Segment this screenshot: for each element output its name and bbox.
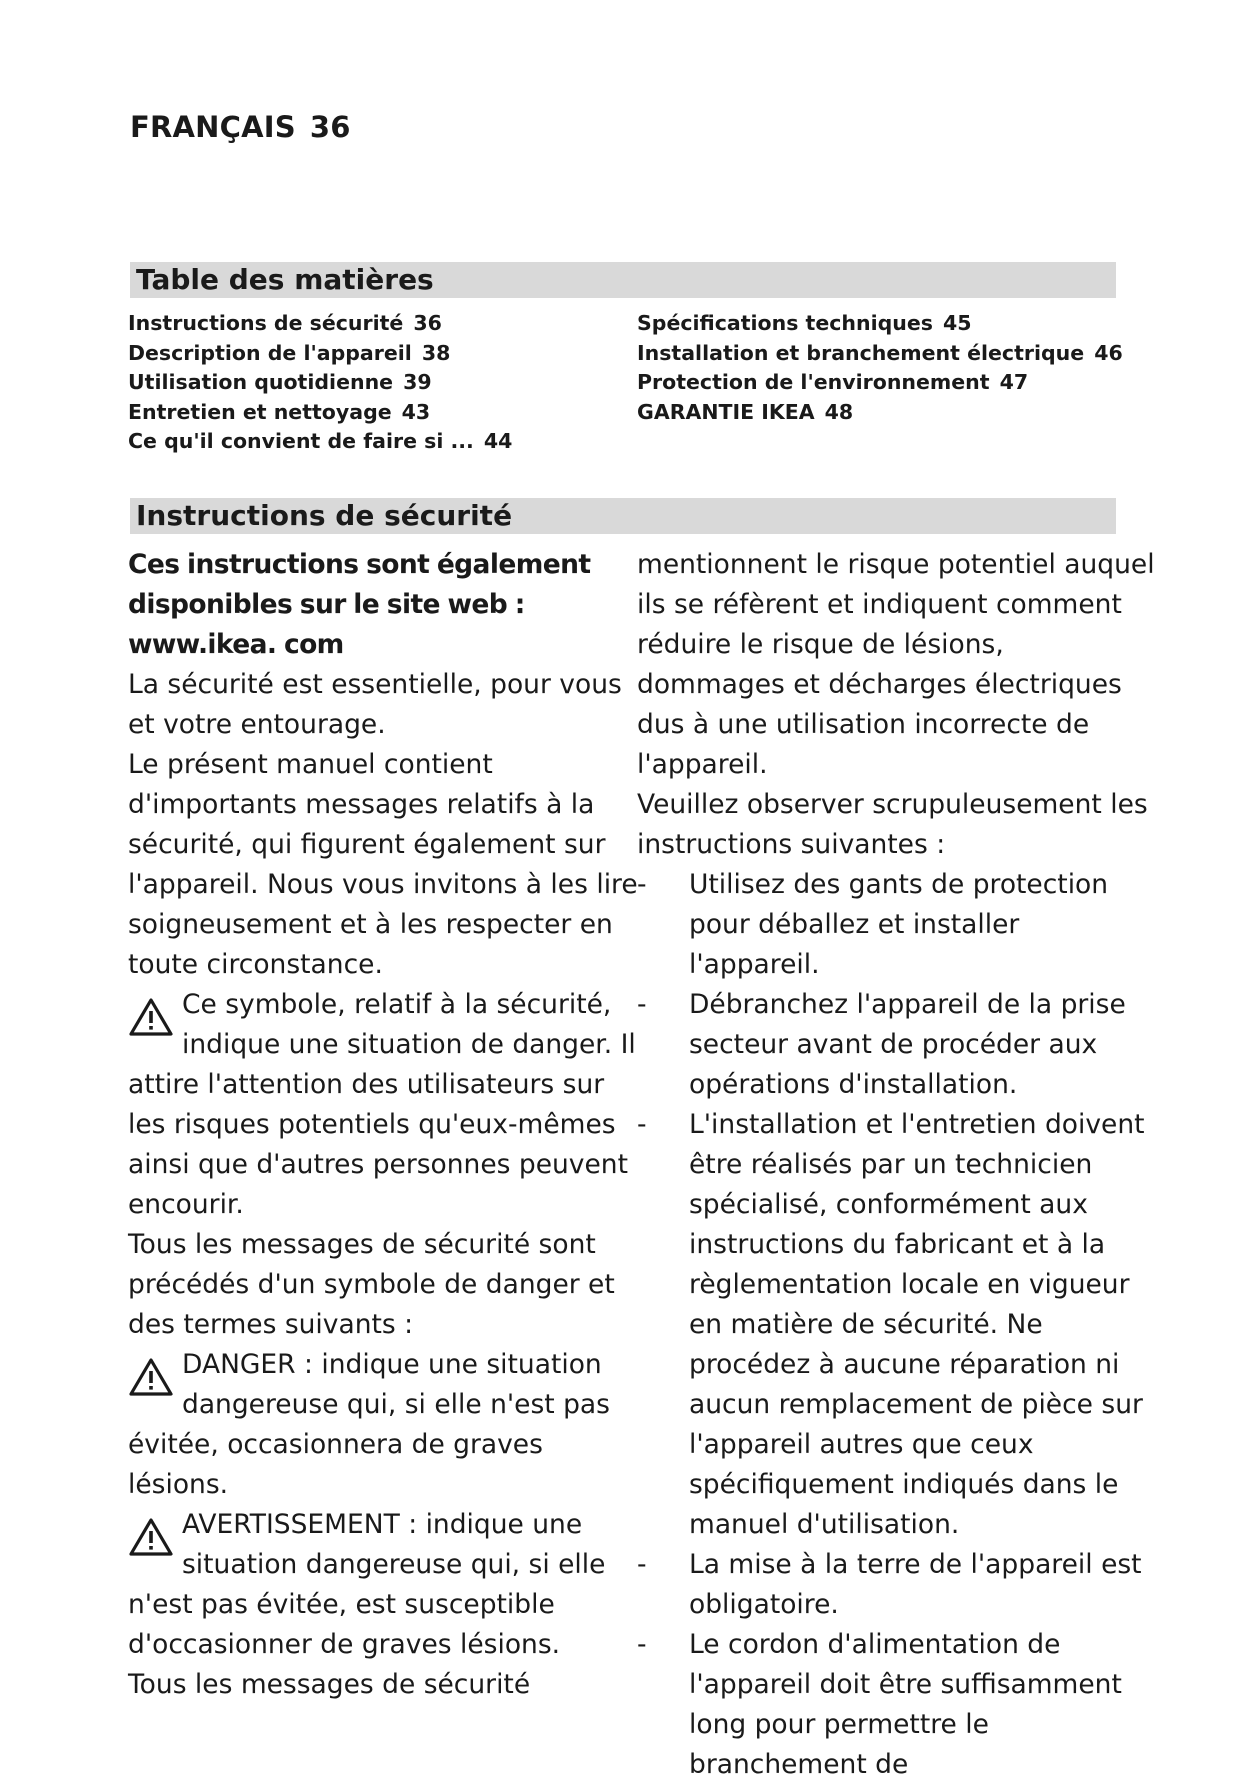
body-left-column	[128, 545, 640, 1705]
warning-text: AVERTISSEMENT : indique une situation dangereuse qui, si elle n'est pas évitée, est susceptible d'occasionner de graves lésions.	[128, 1509, 606, 1660]
warning-paragraph	[128, 1505, 640, 1665]
toc-entry-page: 44	[483, 429, 513, 453]
toc-entry	[128, 339, 512, 369]
toc-title: Table des matières	[136, 263, 434, 296]
list-item	[637, 1105, 1157, 1545]
safety-heading	[130, 498, 1116, 534]
paragraph: La sécurité est essentielle, pour vous et votre entourage.	[128, 669, 622, 740]
toc-entry	[637, 309, 1123, 339]
toc-entry-page: 47	[999, 370, 1029, 394]
paragraph: mentionnent le risque potentiel auquel ils se réfèrent et indiquent comment réduire le risque de lésions, dommages et décharges électriques dus à une utilisation incorrecte de l'appareil.	[637, 549, 1155, 780]
toc-entry	[128, 368, 512, 398]
list-item	[637, 1625, 1157, 1785]
toc-entry-label: Installation et branchement électrique	[637, 340, 1085, 365]
toc-entry	[128, 398, 512, 428]
warning-symbol-paragraph	[128, 985, 640, 1225]
list-item	[637, 865, 1157, 985]
toc-entry-label: Ce qu'il convient de faire si ...	[128, 429, 474, 453]
warning-text: Ce symbole, relatif à la sécurité, indique une situation de danger. Il attire l'attention des utilisateurs sur les risques potentiels qu'eux-mêmes ainsi que d'autres personnes peuvent encourir.	[128, 989, 636, 1220]
toc-entry	[637, 339, 1123, 369]
warning-triangle-icon	[128, 985, 176, 1065]
danger-text: DANGER : indique une situation dangereuse qui, si elle n'est pas évitée, occasionnera de graves lésions.	[128, 1349, 610, 1500]
list-item-text: Utilisez des gants de protection pour déballez et installer l'appareil.	[689, 869, 1109, 980]
website-notice: Ces instructions sont également disponibles sur le site web : www.ikea. com	[128, 549, 591, 660]
toc-entry-page: 43	[401, 399, 431, 424]
paragraph: Veuillez observer scrupuleusement les instructions suivantes :	[637, 789, 1148, 860]
toc-entry	[637, 368, 1123, 398]
toc-entry	[128, 427, 512, 457]
toc-left-column	[128, 309, 512, 457]
toc-entry	[128, 309, 512, 339]
toc-entry-label: Instructions de sécurité	[128, 311, 404, 335]
list-dash: -	[637, 1109, 647, 1140]
list-item	[637, 985, 1157, 1105]
paragraph: Le présent manuel contient d'importants messages relatifs à la sécurité, qui figurent également sur l'appareil. Nous vous invitons à les lire soigneusement et à les respecter en toute circonstance.	[128, 749, 638, 980]
toc-entry-page: 38	[421, 340, 451, 365]
toc-entry	[637, 398, 1123, 428]
list-item-text: Le cordon d'alimentation de l'appareil doit être suffisamment long pour permettre le branchement de	[689, 1629, 1122, 1780]
warning-triangle-icon	[128, 1345, 176, 1425]
list-item	[637, 1545, 1157, 1625]
list-item-text: Débranchez l'appareil de la prise secteur avant de procéder aux opérations d'installation.	[689, 989, 1126, 1100]
list-dash: -	[637, 1549, 647, 1580]
list-item-text: La mise à la terre de l'appareil est obligatoire.	[689, 1549, 1142, 1620]
toc-entry-page: 45	[943, 311, 972, 335]
toc-entry-label: Protection de l'environnement	[637, 370, 990, 394]
warning-triangle-icon	[128, 1505, 176, 1585]
toc-entry-page: 36	[413, 311, 442, 335]
toc-entry-label: Utilisation quotidienne	[128, 370, 394, 394]
page-header	[130, 110, 351, 144]
toc-entry-page: 48	[824, 399, 854, 424]
body-right-column	[637, 545, 1157, 1785]
toc-heading	[130, 262, 1116, 298]
toc-entry-page: 39	[403, 370, 432, 394]
toc-entry-page: 46	[1094, 340, 1123, 365]
toc-entry-label: Entretien et nettoyage	[128, 399, 392, 424]
list-dash: -	[637, 1629, 647, 1660]
toc-entry-label: GARANTIE IKEA	[637, 399, 815, 424]
toc-entry-label: Spécifications techniques	[637, 311, 933, 335]
page-number: 36	[309, 110, 351, 144]
paragraph: Tous les messages de sécurité	[128, 1669, 531, 1700]
safety-title: Instructions de sécurité	[136, 499, 513, 532]
paragraph: Tous les messages de sécurité sont précédés d'un symbole de danger et des termes suivants :	[128, 1229, 615, 1340]
list-item-text: L'installation et l'entretien doivent être réalisés par un technicien spécialisé, conformément aux instructions du fabricant et à la règlementation locale en vigueur en matière de sécurité. Ne procédez à aucune réparation ni aucun remplacement de pièce sur l'appareil autres que ceux spécifiquement indiqués dans le manuel d'utilisation.	[689, 1109, 1145, 1540]
list-dash: -	[637, 869, 647, 900]
toc-entry-label: Description de l'appareil	[128, 340, 412, 365]
language-label: FRANÇAIS	[130, 110, 296, 144]
list-dash: -	[637, 989, 647, 1020]
toc-right-column	[637, 309, 1123, 427]
danger-paragraph	[128, 1345, 640, 1505]
